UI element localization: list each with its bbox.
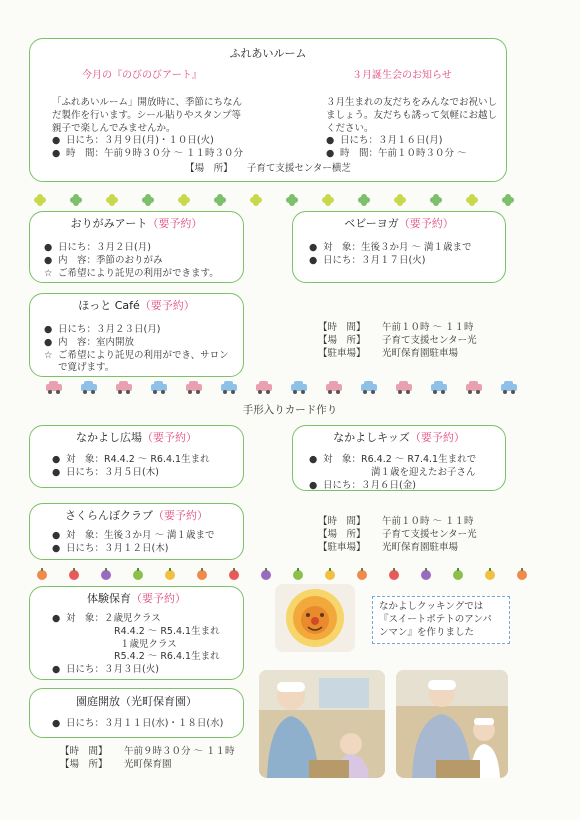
session-info-hoikuen: 【時 間】 午前９時３０分 ～ １１時 【場 所】 光町保育園 [60, 746, 235, 770]
nakayoshi-hiroba-box: なかよし広場（要予約） ● 対 象：R4.4.2 ～ R6.4.1生まれ ● 日にち：３月５日(木) [29, 425, 244, 488]
car-icon [396, 381, 412, 394]
fureai-place: 【場 所】 子育て支援センター横芝 [185, 163, 351, 174]
car-icon [151, 381, 167, 394]
baby-yoga-title: ベビーヨガ [344, 217, 399, 230]
car-icon [186, 381, 202, 394]
session-info-hikari-1: 【時 間】 午前１０時 ～ １１時 【場 所】 子育て支援センター光 【駐車場】 光町保育園駐車場 [318, 322, 477, 359]
bullet-icon: ● [309, 242, 318, 253]
nakayoshi-kids-box: なかよしキッズ（要予約） ● 対 象：R6.4.2 ～ R7.4.1生まれで 満１歳を迎えたお子さん ● 日にち：３月６日(金) [292, 425, 506, 491]
car-icon [431, 381, 447, 394]
fruit-icon [197, 568, 207, 580]
clover-icon [70, 194, 82, 206]
fruit-icon [325, 568, 335, 580]
bullet-icon: ● [52, 135, 61, 147]
hotto-cafe-box: ほっと Café（要予約） ● 日にち：３月２３日(月) ● 内 容：室内開放 ☆ ご希望により託児の利用ができ、サロン で寛げます。 [29, 293, 244, 377]
origami-title: おりがみアート [70, 217, 148, 230]
fruit-icon [389, 568, 399, 580]
fruit-icon [517, 568, 527, 580]
star-icon: ☆ [44, 349, 53, 361]
bullet-icon: ● [44, 242, 53, 253]
reservation-badge: （要予約） [131, 592, 186, 605]
fruit-row-icon [0, 566, 580, 582]
cooking-photo-right [396, 670, 508, 778]
bullet-icon: ● [52, 542, 61, 554]
entei-kaiho-box: 園庭開放（光町保育園） ● 日にち：３月１１日(水)・１８日(水) [29, 688, 244, 738]
taiken-hoiku-box: 体験保育（要予約） ● 対 象：２歳児クラス R4.4.2 ～ R5.4.1生まれ １歳児クラス R5.4.2 ～ R6.4.1生まれ ● 日にち：３月３日(火) [29, 586, 244, 680]
car-divider [0, 380, 580, 396]
reservation-badge: （要予約） [142, 431, 197, 444]
fruit-icon [261, 568, 271, 580]
clover-icon [466, 194, 478, 206]
clover-icon [286, 194, 298, 206]
car-icon [361, 381, 377, 394]
origami-box: おりがみアート（要予約） ● 日にち：３月２日(月) ● 内 容：季節のおりがみ ☆ ご希望により託児の利用ができます。 [29, 211, 244, 283]
bullet-icon: ● [326, 148, 335, 160]
clover-icon [34, 194, 46, 206]
sakuranbo-club-box: さくらんぼクラブ（要予約） ● 対 象：生後３か月 ～ 満１歳まで ● 日にち：３月１２日(木) [29, 503, 244, 560]
bullet-icon: ● [52, 718, 61, 729]
bullet-icon: ● [326, 135, 335, 147]
car-icon [326, 381, 342, 394]
clover-icon [394, 194, 406, 206]
birthday-heading: ３月誕生会のお知らせ [352, 70, 452, 81]
car-icon [221, 381, 237, 394]
nakayoshi-kids-title: なかよしキッズ [333, 431, 410, 444]
reservation-badge: （要予約） [139, 299, 195, 312]
reservation-badge: （要予約） [147, 217, 203, 230]
bullet-icon: ● [309, 454, 318, 465]
nobinobi-heading: 今月の『のびのびアート』 [82, 70, 202, 81]
bullet-icon: ● [52, 148, 61, 160]
clover-divider [0, 192, 580, 208]
clover-icon [358, 194, 370, 206]
baby-yoga-box: ベビーヨガ（要予約） ● 対 象：生後３か月 ～ 満１歳まで ● 日にち：３月１７日(火) [292, 211, 506, 283]
fruit-icon [37, 568, 47, 580]
reservation-badge: （要予約） [409, 431, 465, 444]
car-icon [291, 381, 307, 394]
bullet-icon: ● [309, 479, 318, 491]
bullet-icon: ● [52, 613, 61, 624]
fruit-icon [485, 568, 495, 580]
entei-kaiho-title: 園庭開放（光町保育園） [76, 695, 197, 708]
car-icon [501, 381, 517, 394]
car-icon [46, 381, 62, 394]
car-icon [81, 381, 97, 394]
bullet-icon: ● [44, 254, 53, 266]
fruit-icon [133, 568, 143, 580]
clover-icon [250, 194, 262, 206]
car-row-icon [0, 380, 580, 396]
reservation-badge: （要予約） [153, 509, 208, 522]
clover-icon [178, 194, 190, 206]
fureai-room-title: ふれあいルーム [229, 47, 307, 60]
fruit-icon [357, 568, 367, 580]
clover-row-icon [0, 192, 580, 208]
bullet-icon: ● [309, 254, 318, 266]
fruit-icon [421, 568, 431, 580]
session-info-hikari-2: 【時 間】 午前１０時 ～ １１時 【場 所】 子育て支援センター光 【駐車場】 光町保育園駐車場 [318, 516, 477, 553]
fruit-icon [453, 568, 463, 580]
fruit-divider [0, 566, 580, 582]
car-icon [256, 381, 272, 394]
star-icon: ☆ [44, 267, 53, 279]
clover-icon [142, 194, 154, 206]
hotto-cafe-title: ほっと Café [78, 299, 140, 312]
bullet-icon: ● [44, 336, 53, 348]
fruit-icon [229, 568, 239, 580]
anpanman-sweet-potato-photo [275, 584, 355, 652]
nakayoshi-hiroba-title: なかよし広場 [76, 431, 142, 444]
bullet-icon: ● [52, 664, 61, 676]
fruit-icon [165, 568, 175, 580]
reservation-badge: （要予約） [398, 217, 454, 230]
birthday-desc: ３月生まれの友だちをみんなでお祝いし ましょう。友だちも誘って気軽にお越し ください。 ● 日にち：３月１６日(月) ● 時 間：午前１０時３０分 ～ [326, 97, 498, 160]
fureai-room-box [29, 38, 507, 182]
fruit-icon [69, 568, 79, 580]
clover-icon [106, 194, 118, 206]
bullet-icon: ● [52, 454, 61, 465]
cooking-caption: なかよしクッキングでは 『スイートポテトのアンパ ンマン』を作りました [372, 596, 510, 644]
clover-icon [430, 194, 442, 206]
clover-icon [214, 194, 226, 206]
car-icon [116, 381, 132, 394]
car-icon [466, 381, 482, 394]
clover-icon [322, 194, 334, 206]
nobinobi-desc: 「ふれあいルーム」開放時に、季節にちなん だ製作を行います。シール貼りやスタンプ等 親子で楽しんでみませんか。 ● 日にち：３月９日(月)・１０日(火) ● 時 間：午前９時３０分 ～ １１時３０分 [52, 97, 244, 160]
bullet-icon: ● [52, 530, 61, 541]
bullet-icon: ● [52, 466, 61, 478]
clover-icon [502, 194, 514, 206]
fruit-icon [293, 568, 303, 580]
fruit-icon [101, 568, 111, 580]
taiken-hoiku-title: 体験保育 [87, 592, 131, 605]
bullet-icon: ● [44, 324, 53, 335]
sakuranbo-club-title: さくらんぼクラブ [65, 509, 153, 522]
cooking-photo-left [259, 670, 385, 778]
handprint-card-heading: 手形入りカード作り [242, 404, 338, 416]
